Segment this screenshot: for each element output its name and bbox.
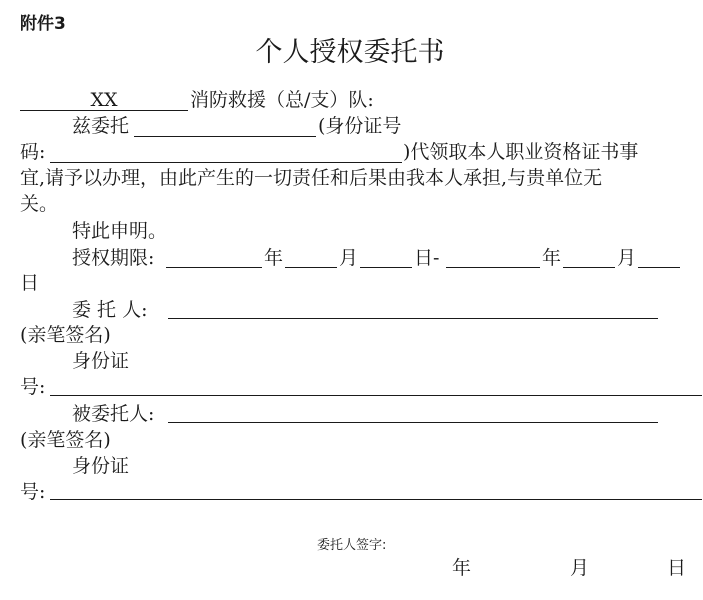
period-start-day-blank[interactable] [360, 267, 412, 268]
period-end-day-blank[interactable] [638, 267, 680, 268]
period-day2-label: 日 [20, 272, 40, 294]
agent-sign-note: (亲笔签名) [20, 429, 111, 451]
footer-year-label: 年 [452, 557, 472, 579]
body-text-line3: )代领取本人职业资格证书事 [403, 141, 639, 163]
footer-month-label: 月 [570, 557, 590, 579]
agent-id-label-cont: 号: [20, 481, 46, 503]
period-month2-label: 月 [617, 247, 637, 269]
id-number-blank[interactable] [50, 162, 402, 163]
period-start-month-blank[interactable] [285, 267, 337, 268]
footer-day-label: 日 [667, 557, 687, 579]
period-month-label: 月 [339, 247, 359, 269]
unit-underline [20, 110, 188, 111]
body-text-line5: 关。 [20, 193, 59, 215]
unit-fill[interactable]: XX [90, 89, 118, 111]
period-year-label: 年 [264, 247, 284, 269]
principal-id-label-cont: 号: [20, 376, 46, 398]
period-label: 授权期限: [72, 247, 155, 269]
period-day-dash: 日- [414, 247, 440, 269]
principal-label: 委 托 人: [72, 299, 148, 321]
agent-id-blank[interactable] [50, 499, 702, 500]
period-end-month-blank[interactable] [563, 267, 615, 268]
period-start-year-blank[interactable] [166, 267, 262, 268]
period-end-year-blank[interactable] [446, 267, 540, 268]
attachment-label: 附件3 [20, 14, 66, 34]
entrust-text: 兹委托 [72, 115, 130, 137]
page-title: 个人授权委托书 [255, 37, 445, 68]
principal-id-label: 身份证 [72, 350, 130, 372]
id-number-label: (身份证号 [318, 115, 402, 137]
principal-sign-note: (亲笔签名) [20, 324, 111, 346]
unit-suffix: 消防救援（总/支）队: [190, 89, 374, 111]
principal-signature-blank[interactable] [168, 318, 658, 319]
agent-id-label: 身份证 [72, 455, 130, 477]
principal-id-blank[interactable] [50, 395, 702, 396]
body-text-line4: 宜,请予以办理，由此产生的一切责任和后果由我本人承担,与贵单位无 [20, 167, 603, 189]
principal-signature-label: 委托人签字: [317, 538, 387, 553]
period-year2-label: 年 [542, 247, 562, 269]
id-number-label-cont: 码: [20, 141, 46, 163]
agent-label: 被委托人: [72, 403, 155, 425]
declaration-text: 特此申明。 [72, 220, 168, 242]
agent-signature-blank[interactable] [168, 422, 658, 423]
agent-name-blank[interactable] [134, 136, 316, 137]
